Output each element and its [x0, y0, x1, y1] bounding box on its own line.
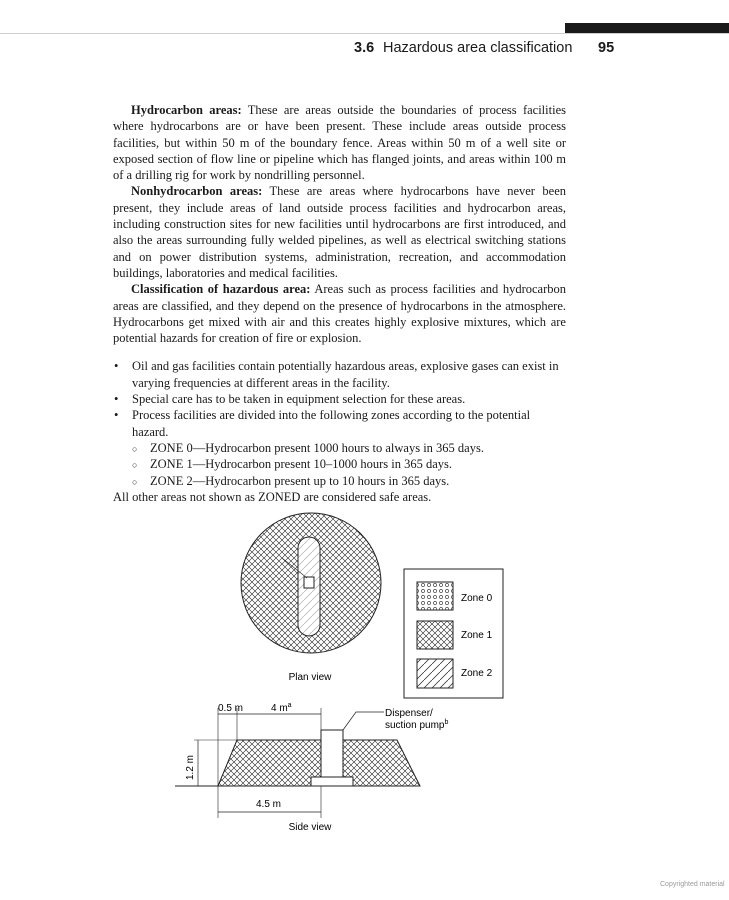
legend-swatch-zone-1 [417, 621, 453, 649]
term: Classification of hazardous area: [131, 282, 311, 297]
dim-4m-text: 4 m [271, 703, 288, 714]
pump-label-text: suction pump [385, 720, 445, 731]
legend-label-zone-2: Zone 2 [461, 668, 493, 679]
legend-swatch-zone-2 [417, 659, 453, 688]
side-view [175, 702, 448, 833]
legend [404, 569, 503, 698]
pump-leader [343, 712, 384, 730]
page-number: 95 [598, 40, 615, 56]
dim-label-4m [271, 702, 292, 714]
zone-item: ○ ZONE 0—Hydrocarbon present 1000 hours to always in 365 days. [132, 440, 566, 456]
dispenser-square [304, 577, 314, 588]
paragraph-text: These are areas outside the boundaries of process facilities where hydrocarbons are or have been present. These include areas outside process facilities, but within 50 m of the boundary fence. Areas within 50 m of a well site or exposed section of flow line or pipeline which has flanged joints, and areas within 100 m of a drilling rig for work by nondrilling personnel. [113, 103, 566, 183]
dispenser-base [311, 777, 353, 786]
zone-item: ○ ZONE 2—Hydrocarbon present up to 10 hours in 365 days. [132, 473, 566, 489]
closing-sentence: All other areas not shown as ZONED are considered safe areas. [113, 489, 432, 504]
pump-label-sup: b [444, 719, 449, 726]
zone-item: ○ ZONE 1—Hydrocarbon present 10–1000 hours in 365 days. [132, 456, 566, 472]
section-number: 3.6 [354, 40, 375, 56]
dim-label-4-5m: 4.5 m [256, 799, 282, 810]
legend-label-zone-1: Zone 1 [461, 630, 493, 641]
legend-swatch-zone-0 [417, 582, 453, 610]
dim-label-1-2m: 1.2 m [185, 754, 196, 780]
list-item: • Oil and gas facilities contain potentially hazardous areas, explosive gases can exist in varying frequencies at different areas in the facility. [113, 358, 566, 391]
list-item: • Special care has to be taken in equipment selection for these areas. [113, 391, 566, 407]
dispenser-body [321, 730, 343, 777]
paragraph-text: These are areas where hydrocarbons have never been present, they include areas of land outside process facilities and hydrocarbon areas, including construction sites for new facilities until hydrocarbons are first introduced, and also the areas surrounding fully welded pipelines, as well as electrical switching stations and on power distribution systems, administration, recreation, and accommodation buildings, laboratories and medical facilities. [113, 184, 566, 280]
pump-label-line-2 [385, 719, 448, 731]
plan-view [241, 513, 381, 683]
plan-view-label: Plan view [288, 672, 332, 683]
pump-label-line-1: Dispenser/ [385, 708, 433, 719]
side-view-label: Side view [288, 822, 332, 833]
copyright-watermark: Copyrighted material [660, 881, 725, 888]
dim-4m-sup: a [287, 702, 292, 709]
list-item-text: Process facilities are divided into the following zones according to the potential hazard. [132, 408, 531, 439]
legend-label-zone-0: Zone 0 [461, 593, 493, 604]
dim-label-0-5m: 0.5 m [218, 703, 244, 714]
term: Nonhydrocarbon areas: [131, 184, 263, 199]
paragraph-text: Areas such as process facilities and hydrocarbon areas are classified, and they depend on the presence of hydrocarbons in the atmosphere. Hydrocarbons get mixed with air and this creates highly explosive mixtures, which are potential hazards for creation of fire or explosion. [113, 282, 566, 346]
term: Hydrocarbon areas: [131, 103, 242, 117]
section-title: Hazardous area classification [383, 40, 573, 56]
